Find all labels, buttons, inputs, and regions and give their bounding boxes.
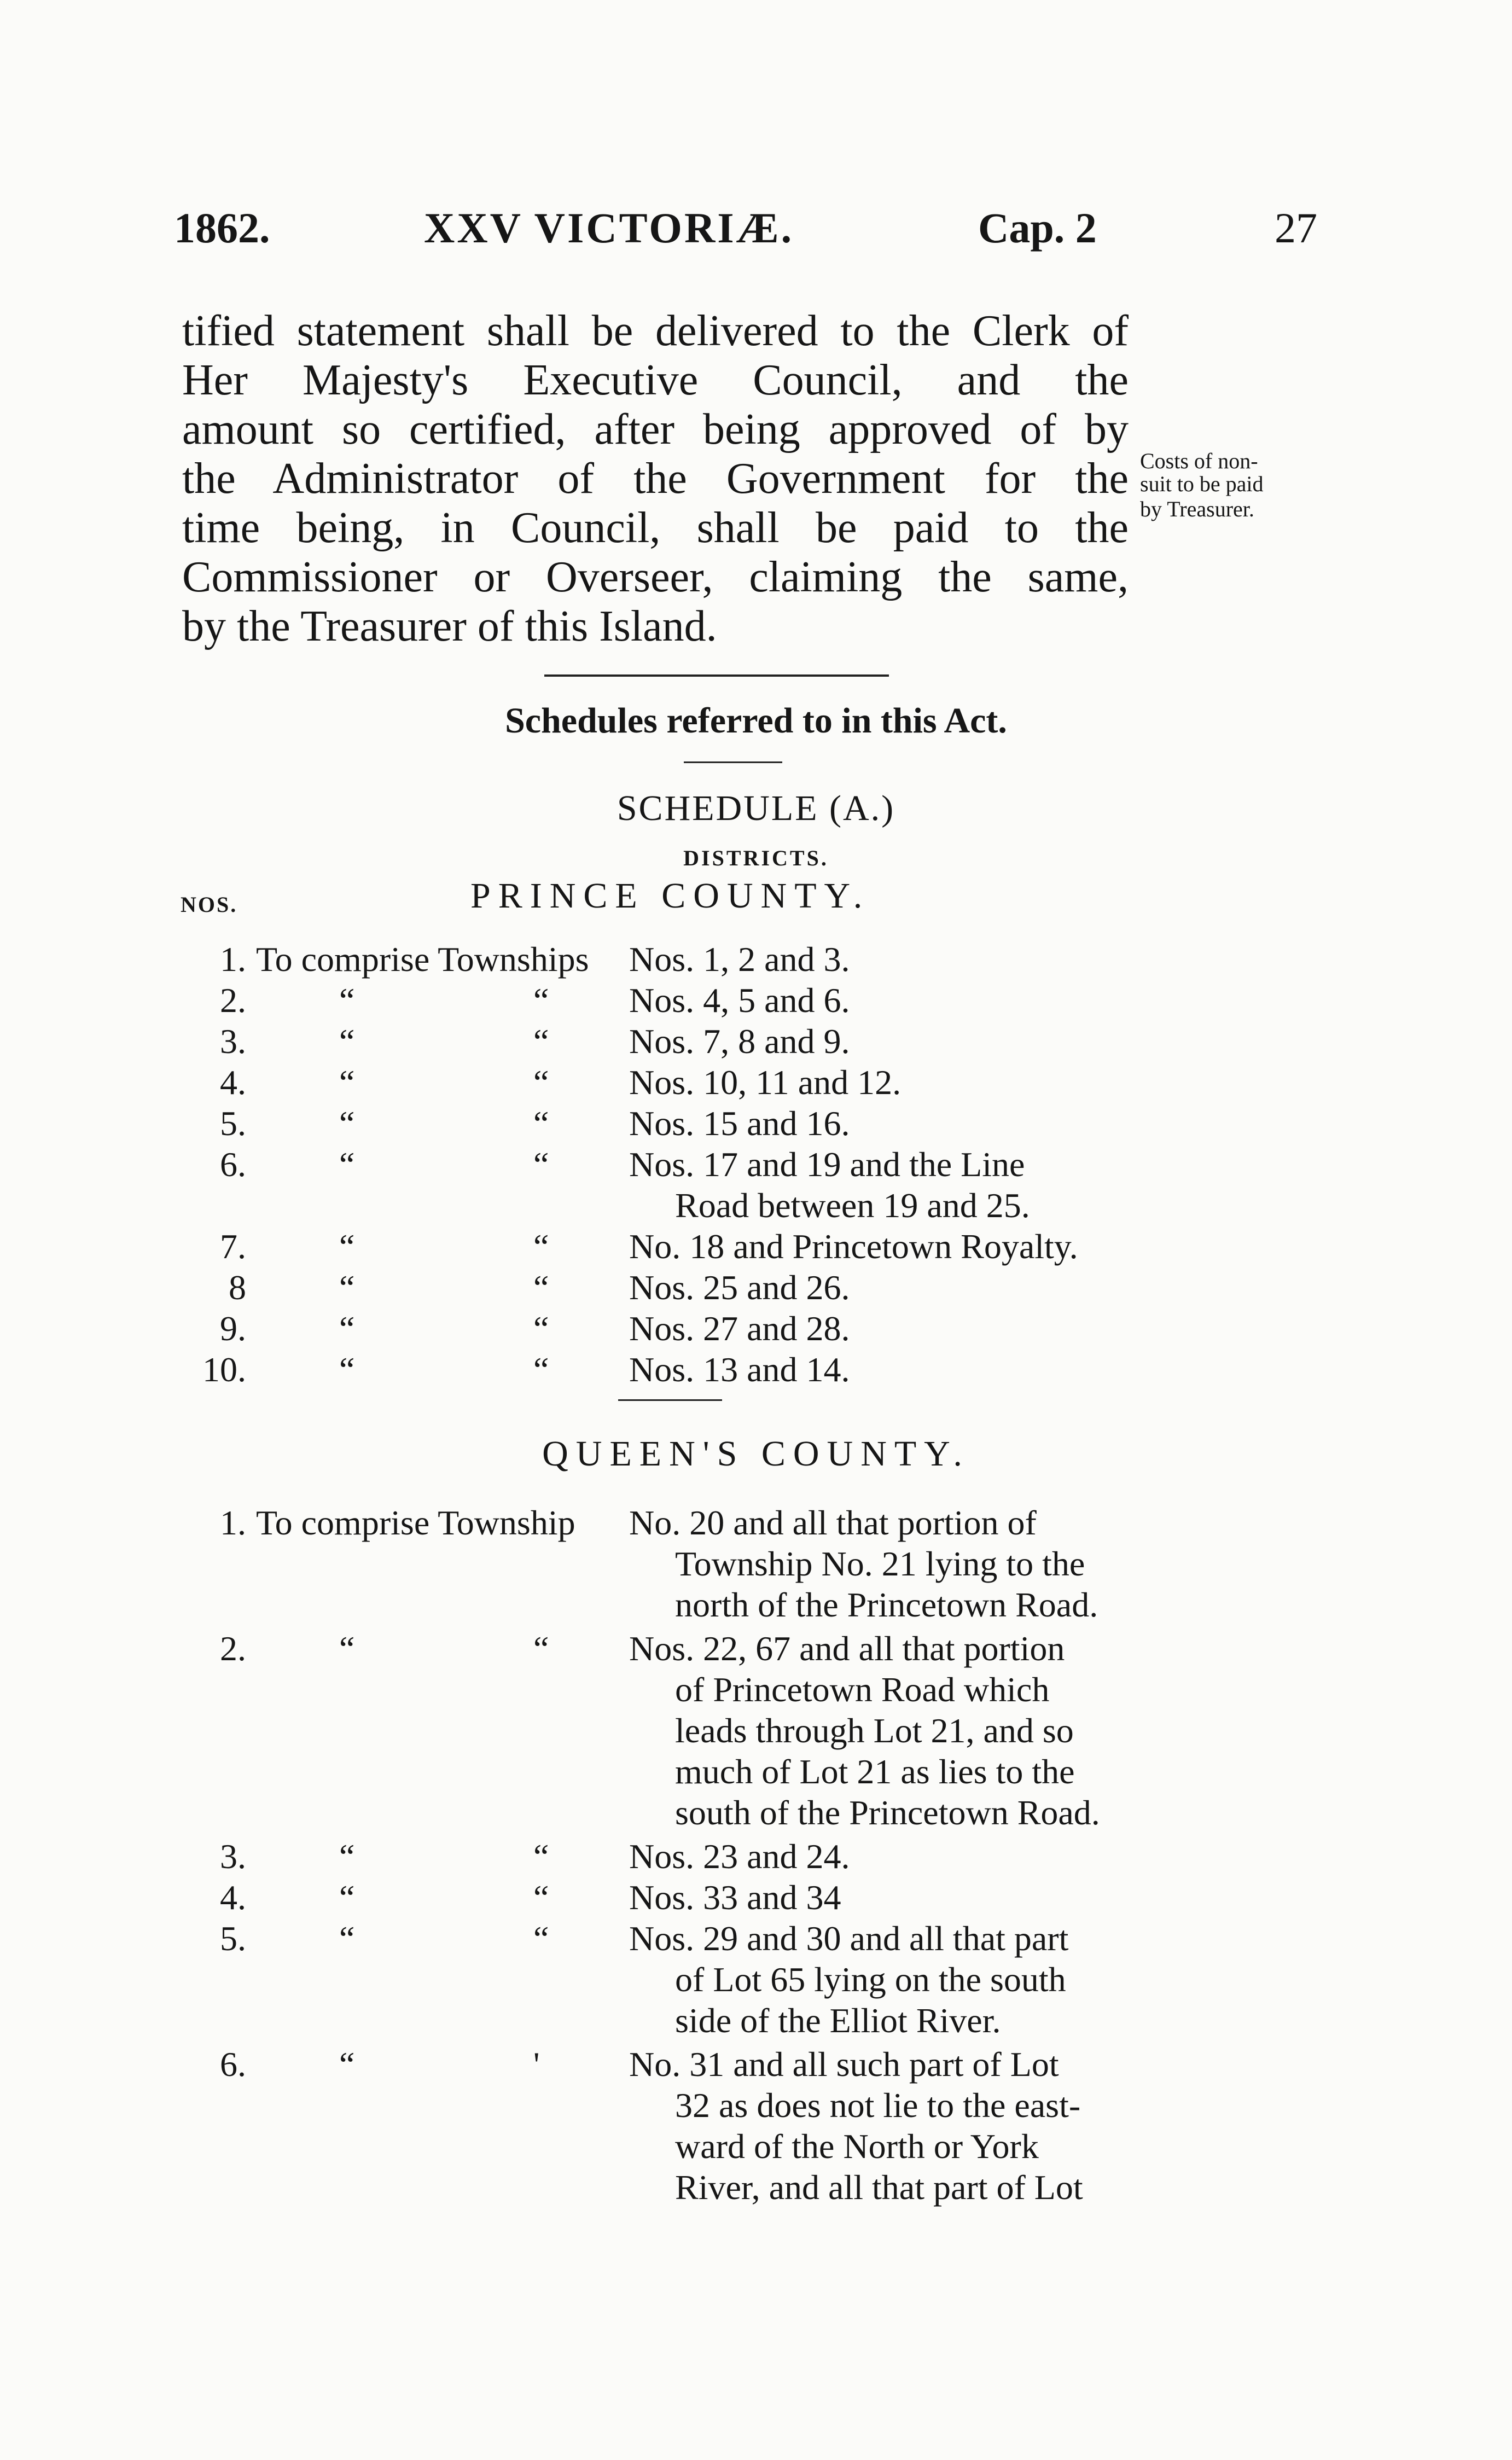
margin-note-line: suit to be paid xyxy=(1140,472,1264,496)
district-number: 7. xyxy=(220,1227,246,1266)
ditto-mark: “ xyxy=(339,1919,355,1958)
comprise-label: To comprise Townships xyxy=(256,940,589,979)
township-description: Nos. 33 and 34 xyxy=(629,1878,841,1917)
ditto-mark: “ xyxy=(533,1268,549,1307)
margin-note-line: Costs of non- xyxy=(1140,449,1258,473)
ditto-mark: “ xyxy=(339,1309,355,1348)
paragraph-line: Commissioner or Overseer, claiming the same, xyxy=(182,553,1129,601)
ditto-mark: “ xyxy=(339,1350,355,1389)
paragraph-line: the Administrator of the Government for the xyxy=(182,455,1129,503)
district-number: 8 xyxy=(229,1268,246,1307)
township-description-continued: Road between 19 and 25. xyxy=(675,1186,1030,1225)
township-description-continued: leads through Lot 21, and so xyxy=(675,1711,1074,1750)
township-description-continued: River, and all that part of Lot xyxy=(675,2168,1083,2207)
township-description: Nos. 22, 67 and all that portion xyxy=(629,1629,1065,1668)
township-description-continued: of Princetown Road which xyxy=(675,1670,1050,1709)
township-description: Nos. 17 and 19 and the Line xyxy=(629,1145,1025,1184)
township-description-continued: ward of the North or York xyxy=(675,2127,1039,2166)
prince-county-title: PRINCE COUNTY. xyxy=(470,876,870,916)
header-title: XXV VICTORIÆ. xyxy=(424,204,794,252)
township-description: Nos. 10, 11 and 12. xyxy=(629,1063,902,1102)
ditto-mark: “ xyxy=(339,1063,355,1102)
comprise-label: To comprise Township xyxy=(256,1503,575,1542)
district-number: 5. xyxy=(220,1919,246,1958)
township-description: No. 18 and Princetown Royalty. xyxy=(629,1227,1078,1266)
ditto-mark: “ xyxy=(533,981,549,1020)
ditto-mark: ' xyxy=(533,2045,540,2084)
district-number: 4. xyxy=(220,1878,246,1917)
ditto-mark: “ xyxy=(533,1022,549,1061)
paragraph-line: time being, in Council, shall be paid to the xyxy=(182,504,1129,552)
ditto-mark: “ xyxy=(533,1629,549,1668)
district-number: 10. xyxy=(202,1350,246,1389)
ditto-mark: “ xyxy=(339,1104,355,1143)
ditto-mark: “ xyxy=(533,1350,549,1389)
ditto-mark: “ xyxy=(533,1145,549,1184)
ditto-mark: “ xyxy=(339,1022,355,1061)
township-description-continued: much of Lot 21 as lies to the xyxy=(675,1752,1075,1791)
district-number: 2. xyxy=(220,981,246,1020)
township-description: No. 20 and all that portion of xyxy=(629,1503,1037,1542)
district-number: 1. xyxy=(220,1503,246,1542)
township-description: Nos. 29 and 30 and all that part xyxy=(629,1919,1069,1958)
district-number: 2. xyxy=(220,1629,246,1668)
ditto-mark: “ xyxy=(533,1309,549,1348)
township-description: Nos. 15 and 16. xyxy=(629,1104,850,1143)
ditto-mark: “ xyxy=(533,1227,549,1266)
township-description: Nos. 1, 2 and 3. xyxy=(629,940,850,979)
schedules-heading: Schedules referred to in this Act. xyxy=(505,701,1007,741)
district-number: 6. xyxy=(220,1145,246,1184)
township-description: Nos. 23 and 24. xyxy=(629,1837,850,1876)
section-divider xyxy=(544,674,889,677)
township-description: Nos. 13 and 14. xyxy=(629,1350,850,1389)
short-divider xyxy=(684,761,782,763)
paragraph-line: by the Treasurer of this Island. xyxy=(182,602,717,650)
ditto-mark: “ xyxy=(339,1837,355,1876)
ditto-mark: “ xyxy=(339,1268,355,1307)
short-divider xyxy=(618,1399,722,1401)
district-number: 6. xyxy=(220,2045,246,2084)
township-description-continued: 32 as does not lie to the east- xyxy=(675,2086,1081,2125)
districts-label: DISTRICTS. xyxy=(683,846,829,870)
township-description: Nos. 25 and 26. xyxy=(629,1268,850,1307)
ditto-mark: “ xyxy=(533,1919,549,1958)
district-number: 4. xyxy=(220,1063,246,1102)
district-number: 5. xyxy=(220,1104,246,1143)
township-description: Nos. 27 and 28. xyxy=(629,1309,850,1348)
ditto-mark: “ xyxy=(339,1878,355,1917)
township-description-continued: Township No. 21 lying to the xyxy=(675,1544,1085,1583)
paragraph-line: tified statement shall be delivered to the Clerk of xyxy=(182,307,1129,355)
ditto-mark: “ xyxy=(533,1063,549,1102)
ditto-mark: “ xyxy=(339,2045,355,2084)
ditto-mark: “ xyxy=(339,1145,355,1184)
township-description-continued: south of the Princetown Road. xyxy=(675,1793,1100,1832)
paragraph-line: amount so certified, after being approved of by xyxy=(182,405,1129,453)
township-description: Nos. 4, 5 and 6. xyxy=(629,981,850,1020)
district-number: 1. xyxy=(220,940,246,979)
township-description: No. 31 and all such part of Lot xyxy=(629,2045,1059,2084)
district-number: 3. xyxy=(220,1837,246,1876)
ditto-mark: “ xyxy=(533,1878,549,1917)
nos-column-label: NOS. xyxy=(181,892,238,917)
ditto-mark: “ xyxy=(339,981,355,1020)
ditto-mark: “ xyxy=(339,1629,355,1668)
schedule-title: SCHEDULE (A.) xyxy=(617,788,895,828)
paragraph-line: Her Majesty's Executive Council, and the xyxy=(182,356,1129,404)
ditto-mark: “ xyxy=(533,1837,549,1876)
ditto-mark: “ xyxy=(339,1227,355,1266)
queens-county-title: QUEEN'S COUNTY. xyxy=(542,1434,970,1474)
header-year: 1862. xyxy=(174,204,270,252)
district-number: 3. xyxy=(220,1022,246,1061)
ditto-mark: “ xyxy=(533,1104,549,1143)
township-description: Nos. 7, 8 and 9. xyxy=(629,1022,850,1061)
township-description-continued: of Lot 65 lying on the south xyxy=(675,1960,1066,1999)
header-chapter: Cap. 2 xyxy=(978,204,1097,252)
township-description-continued: north of the Princetown Road. xyxy=(675,1585,1098,1624)
margin-note-line: by Treasurer. xyxy=(1140,497,1254,521)
page-number: 27 xyxy=(1275,204,1317,252)
district-number: 9. xyxy=(220,1309,246,1348)
township-description-continued: side of the Elliot River. xyxy=(675,2001,1001,2040)
